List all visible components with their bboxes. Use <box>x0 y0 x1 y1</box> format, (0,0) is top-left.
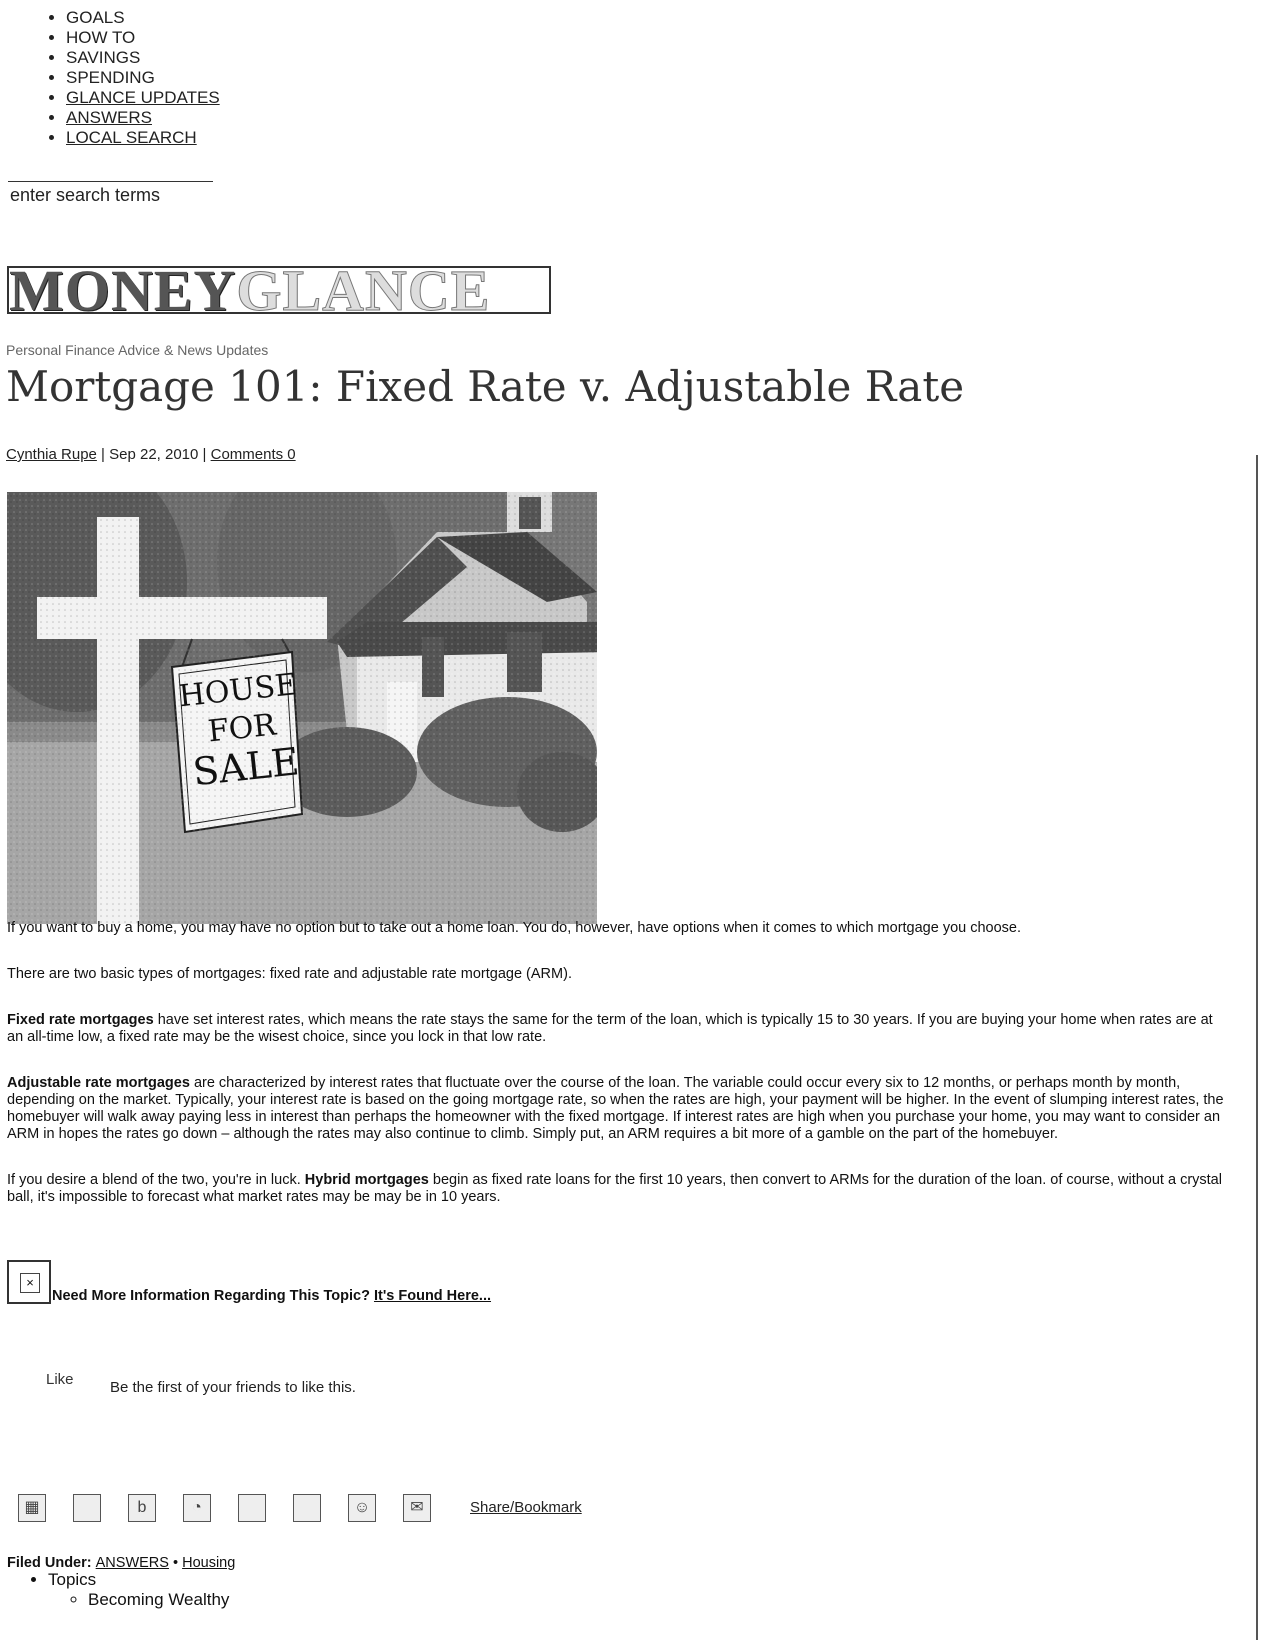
share-blank-icon[interactable] <box>238 1494 266 1522</box>
article-image <box>7 492 597 924</box>
adjustable-rate-text: are characterized by interest rates that fluctuate over the course of the loan. The variable could occur every six to 12 months, or perhaps month by month, depending on the market. Typically, your interest rate is based on the going mortgage rate, so when the rates are high, your payment will be higher. In the event of slumping interest rates, the homebuyer will walk away paying less in interest than perhaps the homeowner with the fixed mortgage. If interest rates are high when you purchase your home, you may want to consider an ARM in hopes the rates go down – although the rates may also continue to climb. Simply put, an ARM requires a bit more of a gamble on the part of the homebuyer. <box>7 1075 1224 1142</box>
nav-link-how-to[interactable]: HOW TO <box>66 28 136 47</box>
share-blank-icon[interactable] <box>293 1494 321 1522</box>
bookmark-icon[interactable]: ▦ <box>18 1494 46 1522</box>
topics-sublist <box>48 1590 229 1610</box>
article-meta <box>6 446 296 463</box>
hybrid-text: begin as fixed rate loans for the first 10 years, then convert to ARMs for the duration of the loan. of course, without a crystal ball, it's impossible to forecast what market rates may be may be in 10 years. <box>7 1172 1222 1205</box>
more-info-link[interactable]: It's Found Here... <box>373 1288 492 1304</box>
article-date: Sep 22, 2010 <box>109 446 199 463</box>
nav-link-spending[interactable]: SPENDING <box>66 68 155 87</box>
more-info-text: Need More Information Regarding This Topic? <box>52 1288 374 1304</box>
hybrid-intro-text: If you desire a blend of the two, you're in luck. <box>7 1172 305 1188</box>
nav-link-savings[interactable]: SAVINGS <box>66 48 141 67</box>
category-link-housing[interactable]: Housing <box>182 1555 236 1571</box>
meta-separator: | <box>198 446 211 463</box>
topics-list <box>22 1570 229 1610</box>
logo-glance-text: GLANCE <box>236 266 491 314</box>
meta-separator: | <box>96 446 110 463</box>
fixed-rate-text: have set interest rates, which means the rate stays the same for the term of the loan, which is typically 15 to 30 years. If you are buying your home when rates are at an all-time low, a fixed rate may be the wisest choice, since you lock in that low rate. <box>7 1012 1213 1045</box>
paragraph-intro: If you want to buy a home, you may have no option but to take out a home loan. You do, however, have options when it comes to which mortgage you choose. <box>7 920 1022 936</box>
nav-link-answers[interactable]: ANSWERS <box>66 108 152 127</box>
nav-link-goals[interactable]: GOALS <box>66 8 125 27</box>
nav-item-local-search[interactable] <box>66 128 220 148</box>
sign-text <box>171 666 312 793</box>
like-text: Be the first of your friends to like this. <box>110 1379 356 1396</box>
category-separator: • <box>168 1555 183 1571</box>
topic-item-becoming-wealthy[interactable]: ◦ Becoming Wealthy <box>88 1590 229 1610</box>
nav-item-glance-updates[interactable] <box>66 88 220 108</box>
filed-under-colon: : <box>86 1555 96 1571</box>
fixed-rate-heading: Fixed rate mortgages <box>7 1012 154 1028</box>
site-tagline: Personal Finance Advice & News Updates <box>6 342 269 358</box>
nav-item-answers[interactable] <box>66 108 220 128</box>
paragraph-hybrid <box>7 1172 1232 1206</box>
topics-label: Topics <box>48 1570 97 1589</box>
nav-item-savings[interactable] <box>66 48 220 68</box>
top-nav <box>40 8 220 148</box>
share-blank-icon[interactable] <box>73 1494 101 1522</box>
smiley-icon[interactable]: ☺ <box>348 1494 376 1522</box>
page-edge-divider <box>1256 455 1258 1640</box>
like-button[interactable]: Like <box>46 1371 74 1388</box>
paragraph-fixed <box>7 1012 1232 1046</box>
nav-item-spending[interactable] <box>66 68 220 88</box>
search-box <box>8 181 213 206</box>
article-body <box>7 920 1232 1235</box>
nav-item-goals[interactable] <box>66 8 220 28</box>
logo-money-text: MONEY <box>9 266 237 314</box>
hybrid-heading: Hybrid mortgages <box>304 1172 429 1188</box>
broken-image-icon: × <box>7 1260 51 1304</box>
sign-line-house: HOUSE <box>177 667 299 715</box>
nav-item-how-to[interactable] <box>66 28 220 48</box>
share-bookmark-link[interactable]: Share/Bookmark <box>470 1499 582 1516</box>
email-icon[interactable]: ✉ <box>403 1494 431 1522</box>
chat-icon[interactable]: ◔ <box>183 1494 211 1522</box>
search-input[interactable] <box>8 182 212 206</box>
sign-line-sale: SALE <box>190 739 302 795</box>
paragraph-adjustable <box>7 1075 1232 1143</box>
article-title: Mortgage 101: Fixed Rate v. Adjustable Rate <box>6 362 965 411</box>
author-link[interactable]: Cynthia Rupe <box>6 446 97 463</box>
nav-link-glance-updates[interactable]: GLANCE UPDATES <box>66 88 220 107</box>
comments-link[interactable]: Comments 0 <box>210 446 296 463</box>
filed-under <box>7 1555 235 1571</box>
blogger-icon[interactable]: b <box>128 1494 156 1522</box>
filed-under-label: Filed Under <box>7 1555 87 1571</box>
more-info <box>7 1260 491 1304</box>
nav-link-local-search[interactable]: LOCAL SEARCH <box>66 128 197 147</box>
sign-line-for: FOR <box>206 707 278 750</box>
paragraph-types: There are two basic types of mortgages: fixed rate and adjustable rate mortgage (ARM). <box>7 966 572 982</box>
adjustable-rate-heading: Adjustable rate mortgages <box>7 1075 190 1091</box>
category-link-answers[interactable]: ANSWERS <box>95 1555 169 1571</box>
topics-heading <box>48 1570 229 1610</box>
site-logo[interactable] <box>7 266 551 314</box>
